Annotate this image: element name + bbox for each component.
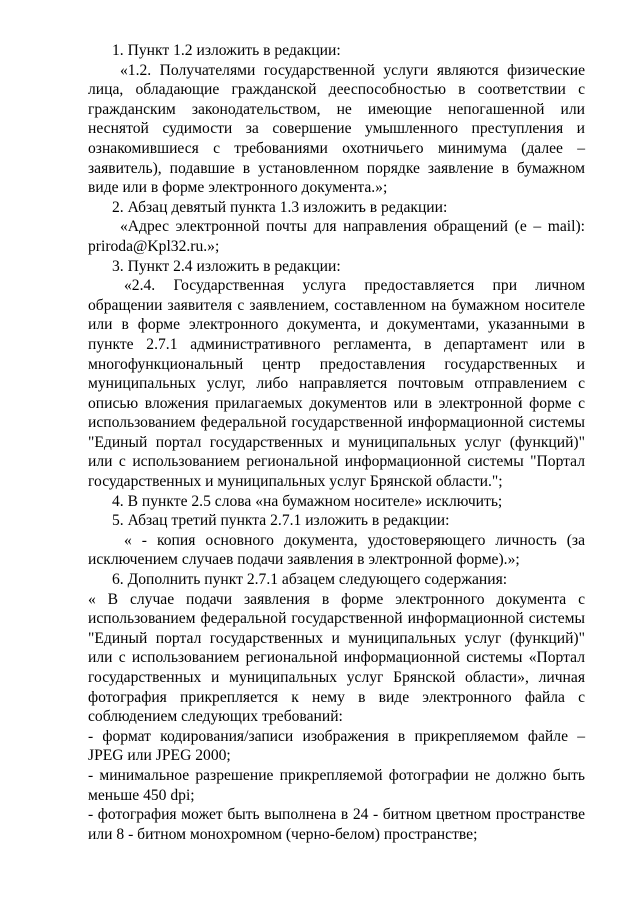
requirement-format: - формат кодирования/записи изображения в прикрепляемом файле – JPEG или JPEG 2000;: [88, 727, 585, 765]
item-5-heading: 5. Абзац третий пункта 2.7.1 изложить в редакции:: [112, 512, 450, 530]
item-2-heading: 2. Абзац девятый пункта 1.3 изложить в редакции:: [112, 198, 448, 216]
item-3-heading: 3. Пункт 2.4 изложить в редакции:: [112, 257, 341, 275]
requirement-color: - фотография может быть выполнена в 24 - битном цветном пространстве или 8 - битном монохромном (черно-белом) пространстве;: [88, 806, 585, 843]
document-body: [88, 41, 585, 844]
item-1-text: «1.2. Получателями государственной услуги являются физические лица, обладающие гражданской дееспособностью в соответствии с гражданским законодательством, не имеющие непогашенной или неснятой судимости за совершение умышленного преступления и ознакомившиеся с требованиями охотничьего минимума (далее – заявитель), подавшие в установленном порядке заявление в бумажном виде или в форме электронного документа.»;: [88, 61, 585, 197]
item-1-heading: 1. Пункт 1.2 изложить в редакции:: [112, 42, 341, 59]
item-6-heading: 6. Дополнить пункт 2.7.1 абзацем следующего содержания:: [112, 571, 508, 589]
item-4-text: 4. В пункте 2.5 слова «на бумажном носителе» исключить;: [112, 492, 503, 510]
item-3-text: «2.4. Государственная услуга предоставляется при личном обращении заявителя с заявлением, составленном на бумажном носителе или в форме электронного документа, и документами, указанными в пункте 2.7.1 административного регламента, в департамент или в многофункциональный центр предоставления государственных и муниципальных услуг, либо направляется почтовым отправлением с описью вложения прилагаемых документов или в электронной форме с использованием федеральной государственной информационной системы "Единый портал государственных и муниципальных услуг (функций)" или с использованием региональной информационной системы "Портал государственных и муниципальных услуг Брянской области.";: [88, 277, 585, 491]
item-5-text: « - копия основного документа, удостоверяющего личность (за исключением случаев подачи заявления в электронной форме).»;: [88, 531, 585, 569]
item-2-text: «Адрес электронной почты для направления обращений (e – mail): priroda@Kpl32.ru.»;: [88, 218, 585, 255]
requirement-resolution: - минимальное разрешение прикрепляемой фотографии не должно быть меньше 450 dpi;: [88, 766, 585, 804]
item-6-text: « В случае подачи заявления в форме электронного документа с использованием федеральной государственной информационной системы "Единый портал государственных и муниципальных услуг (функций)" или с использованием региональной информационной системы «Портал государственных и муниципальных услуг Брянской области», личная фотография прикрепляется к нему в виде электронного файла с соблюдением следующих требований:: [88, 590, 585, 726]
